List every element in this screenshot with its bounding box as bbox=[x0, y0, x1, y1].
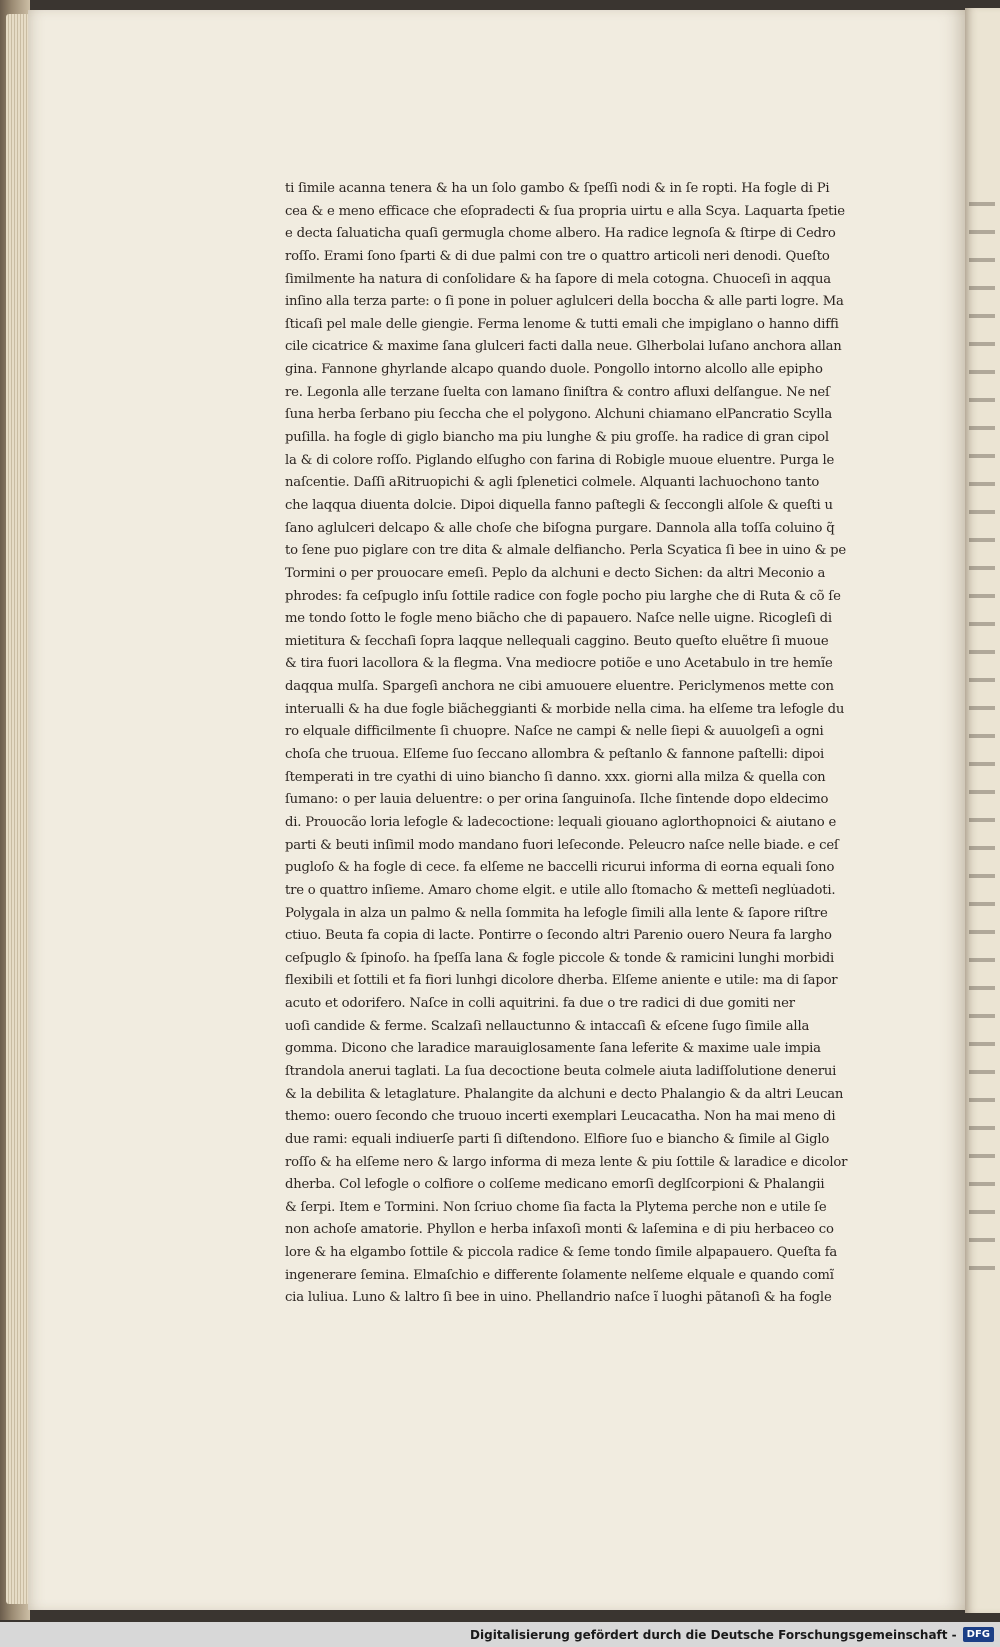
text-line: ro elquale difficilmente ſi chuopre. Naſce ne campi & nelle ſiepi & auuolgeſi a ogni bbox=[285, 724, 824, 740]
text-line: interualli & ha due fogle biãcheggianti & morbide nella cima. ha elſeme tra lefogle du bbox=[285, 701, 845, 717]
text-line: cile cicatrice & maxime ſana glulceri facti dalla neue. Glherbolai luſano anchora allan bbox=[285, 339, 842, 355]
text-line: re. Legonla alle terzane ſuelta con lamano ſiniſtra & contro afluxi delſangue. Ne neſ bbox=[285, 384, 830, 400]
text-line: due rami: equali indiuerſe parti ſi diſtendono. Elfiore ſuo e biancho & ſimile al Giglo bbox=[285, 1131, 830, 1147]
text-line: Polygala in alza un palmo & nella ſommita ha lefogle ſimili alla lente & ſapore riſtre bbox=[285, 905, 828, 921]
text-line: cea & e meno efficace che eſopradecti & ſua propria uirtu e alla Scya. Laquarta ſpetie bbox=[285, 203, 845, 219]
text-line: roſſo. Erami ſono ſparti & di due palmi con tre o quattro articoli neri denodi. Queſto bbox=[285, 248, 830, 264]
text-line: pugloſo & ha fogle di cece. fa elſeme ne baccelli ricurui informa di eorna equali ſono bbox=[285, 860, 835, 876]
text-line: ſticaſi pel male delle giengie. Ferma lenome & tutti emali che impiglano o hanno diffi bbox=[285, 316, 839, 332]
text-line: non achoſe amatorie. Phyllon e herba inſaxoſi monti & laſemina e di piu herbaceo co bbox=[285, 1222, 834, 1238]
text-line: dherba. Col lefogle o colfiore o colſeme medicano emorſi deglſcorpioni & Phalangii bbox=[285, 1177, 825, 1193]
adjacent-page-edge bbox=[965, 8, 1000, 1613]
text-line: mietitura & ſecchaſi ſopra laqque nellequali caggino. Beuto queſto eluẽtre ſi muoue bbox=[285, 633, 829, 649]
text-line: acuto et odorifero. Naſce in colli aquitrini. fa due o tre radici di due gomiti ner bbox=[285, 996, 795, 1012]
text-line: parti & beuti inſimil modo mandano fuori leſeconde. Peleucro naſce nelle biade. e ceſ bbox=[285, 837, 839, 853]
text-line: themo: ouero ſecondo che truouo incerti exemplari Leucacatha. Non ha mai meno di bbox=[285, 1109, 836, 1125]
text-line: daqqua mulſa. Spargeſi anchora ne cibi amuouere eluentre. Periclymenos mette con bbox=[285, 679, 834, 695]
text-line: inſino alla terza parte: o ſi pone in poluer aglulceri della boccha & alle parti logre. Ma bbox=[285, 294, 844, 310]
text-line: e decta ſaluaticha quaſi germugla chome albero. Ha radice legnoſa & ſtirpe di Cedro bbox=[285, 226, 836, 242]
text-line: & tira fuori lacollora & la flegma. Vna mediocre potiõe e uno Acetabulo in tre hemĩe bbox=[285, 656, 833, 672]
text-line: ti ſimile acanna tenera & ha un ſolo gambo & ſpeſſi nodi & in ſe ropti. Ha fogle di Pi bbox=[285, 181, 830, 196]
text-line: ſumano: o per lauia deluentre: o per orina ſanguinoſa. Ilche ſintende dopo eldecimo bbox=[285, 792, 829, 808]
text-line: & ſerpi. Item e Tormini. Non ſcriuo chome ſia facta la Plytema perche non e utile ſe bbox=[285, 1199, 827, 1215]
text-line: phrodes: fa ceſpuglo inſu ſottile radice con fogle pocho piu larghe che di Ruta & cõ ſe bbox=[285, 588, 841, 604]
text-line: ſuna herba ſerbano piu ſeccha che el polygono. Alchuni chiamano elPancratio Scylla bbox=[285, 407, 832, 423]
text-line: di. Prouocão loria lefogle & ladecoctione: lequali giouano aglorthopnoici & aiutano e bbox=[285, 814, 837, 830]
text-line: la & di colore roſſo. Piglando elſugho con farina di Robigle muoue eluentre. Purga le bbox=[285, 452, 835, 468]
text-line: Tormini o per prouocare emeſi. Peplo da alchuni e decto Sichen: da altri Meconio a bbox=[285, 565, 826, 581]
page-body-text bbox=[285, 178, 870, 1310]
credit-text: Digitalisierung gefördert durch die Deutsche Forschungsgemeinschaft - bbox=[470, 1627, 957, 1642]
text-line: puſilla. ha fogle di giglo biancho ma piu lunghe & piu groſſe. ha radice di gran cipol bbox=[285, 430, 829, 446]
text-line: lore & ha elgambo ſottile & piccola radice & ſeme tondo ſimile alpapauero. Queſta fa bbox=[285, 1245, 838, 1261]
text-line: naſcentie. Daſſi aRitruopichi & agli ſplenetici colmele. Alquanti lachuochono tanto bbox=[285, 475, 820, 491]
text-line: ſtrandola anerui taglati. La ſua decoctione beuta colmele aiuta ladiſſolutione denerui bbox=[285, 1063, 837, 1079]
text-line: tre o quattro inſieme. Amaro chome elgit. e utile allo ſtomacho & metteſi neglu̇adoti. bbox=[285, 882, 836, 898]
text-line: & la debilita & letaglature. Phalangite da alchuni e decto Phalangio & da altri Leucan bbox=[285, 1086, 844, 1102]
text-line: uoſi candide & ferme. Scalzaſi nellauctunno & intaccaſi & eſcene ſugo ſimile alla bbox=[285, 1018, 810, 1034]
text-line: flexibili et ſottili et fa fiori lunhgi dicolore dherba. Elſeme aniente e utile: ma di ſapor bbox=[285, 973, 838, 989]
text-line: ſtemperati in tre cyathi di uino biancho ſi danno. xxx. giorni alla milza & quella con bbox=[285, 769, 826, 785]
text-line: ingenerare ſemina. Elmaſchio e differente ſolamente nelſeme elquale e quando comĩ bbox=[285, 1267, 834, 1283]
digitization-credit-bar bbox=[0, 1622, 1000, 1647]
text-line: ctiuo. Beuta fa copia di lacte. Pontirre o ſecondo altri Parenio ouero Neura fa largho bbox=[285, 928, 832, 944]
text-line: ſano aglulceri delcapo & alle choſe che biſogna purgare. Dannola alla toſſa coluino q̃ bbox=[285, 520, 835, 536]
page-edges bbox=[6, 14, 30, 1604]
dfg-logo: DFG bbox=[963, 1627, 994, 1642]
text-line: me tondo ſotto le fogle meno biãcho che di papauero. Naſce nelle uigne. Ricogleſi di bbox=[285, 611, 832, 627]
text-line: gina. Fannone ghyrlande alcapo quando duole. Pongollo intorno alcollo alle epipho bbox=[285, 362, 823, 378]
adjacent-page-text-fragments bbox=[969, 188, 995, 1288]
text-line: choſa che truoua. Elſeme ſuo ſeccano allombra & peſtanlo & fannone paſtelli: dipoi bbox=[285, 747, 825, 763]
text-line: ſimilmente ha natura di conſolidare & ha ſapore di mela cotogna. Chuoceſi in aqqua bbox=[285, 271, 831, 287]
text-line: to ſene puo piglare con tre dita & almale delfiancho. Perla Scyatica ſi bee in uino & pe bbox=[285, 543, 846, 559]
text-line: roſſo & ha elſeme nero & largo informa di meza lente & piu ſottile & laradice e dicolor bbox=[285, 1154, 848, 1170]
text-line: cia luliua. Luno & laltro ſi bee in uino. Phellandrio naſce ĩ luoghi pãtanoſi & ha fogle bbox=[285, 1290, 832, 1306]
text-line: gomma. Dicono che laradice marauiglosamente ſana leferite & maxime uale impia bbox=[285, 1041, 821, 1057]
text-line: che laqqua diuenta dolcie. Dipoi diquella fanno paſtegli & ſeccongli alſole & queſti u bbox=[285, 497, 833, 513]
text-line: ceſpuglo & ſpinoſo. ha ſpeſſa lana & fogle piccole & tonde & ramicini lunghi morbidi bbox=[285, 950, 835, 966]
